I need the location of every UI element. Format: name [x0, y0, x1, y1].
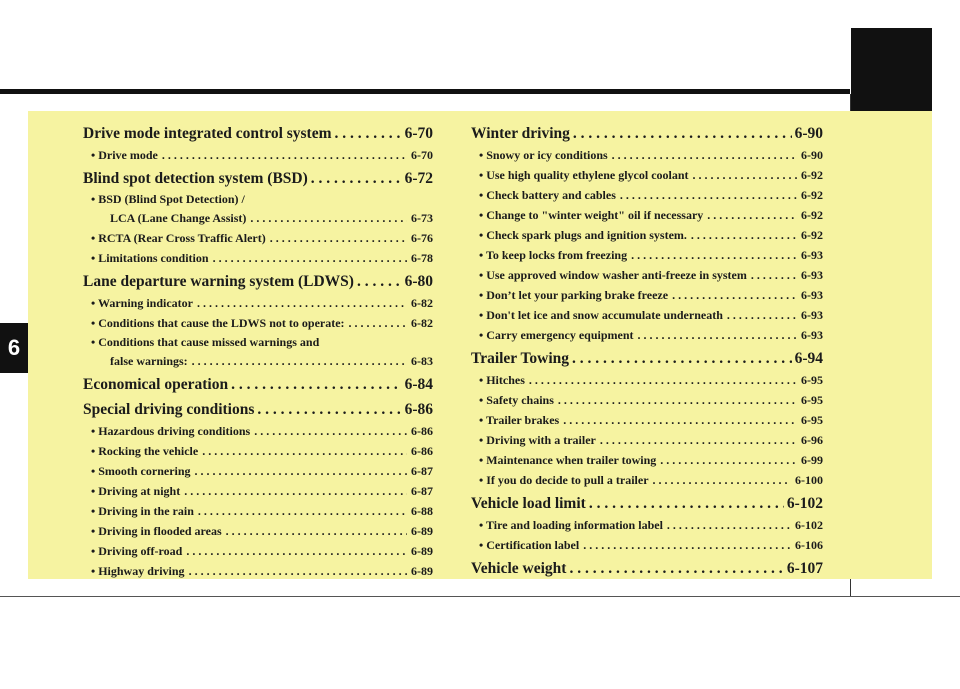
dot-leader: [195, 461, 407, 481]
dot-leader: [357, 271, 402, 293]
toc-title: • Smooth cornering: [91, 464, 191, 478]
dot-leader: [563, 410, 797, 430]
toc-page-number: 6-82: [411, 296, 433, 310]
toc-title: • If you do decide to pull a trailer: [479, 473, 649, 487]
dot-leader: [631, 245, 797, 265]
toc-subentry[interactable]: [471, 370, 823, 390]
toc-title: • Maintenance when trailer towing: [479, 453, 657, 467]
toc-page-number: 6-102: [795, 518, 823, 532]
toc-subentry[interactable]: [471, 305, 823, 325]
toc-title: Special driving conditions: [83, 401, 255, 418]
toc-subentry[interactable]: [471, 165, 823, 185]
toc-title: Economical operation: [83, 376, 229, 393]
dot-leader: [672, 285, 797, 305]
toc-title: • Driving in flooded areas: [91, 524, 222, 538]
dot-leader: [558, 390, 797, 410]
dot-leader: [335, 123, 402, 145]
toc-subentry[interactable]: [83, 208, 433, 228]
dot-leader: [707, 205, 797, 225]
toc-subentry[interactable]: [83, 461, 433, 481]
toc-heading[interactable]: [83, 399, 433, 421]
toc-subentry[interactable]: [471, 225, 823, 245]
dot-leader: [202, 441, 407, 461]
toc-page-number: 6-93: [801, 328, 823, 342]
toc-page-number: 6-95: [801, 413, 823, 427]
toc-subentry[interactable]: [83, 501, 433, 521]
toc-title: Lane departure warning system (LDWS): [83, 273, 354, 290]
toc-subentry[interactable]: [83, 441, 433, 461]
dot-leader: [620, 185, 797, 205]
dot-leader: [270, 228, 407, 248]
toc-page-number: 6-87: [411, 464, 433, 478]
toc-page-number: 6-93: [801, 288, 823, 302]
toc-title: Trailer Towing: [471, 350, 570, 367]
dot-leader: [693, 165, 797, 185]
toc-page-number: 6-86: [411, 444, 433, 458]
dot-leader: [589, 493, 784, 515]
dot-leader: [572, 348, 792, 370]
toc-page-number: 6-90: [801, 148, 823, 162]
toc-page-number: 6-88: [411, 504, 433, 518]
toc-page-number: 6-70: [404, 125, 433, 142]
toc-subentry[interactable]: [471, 390, 823, 410]
dot-leader: [727, 305, 797, 325]
toc-page-number: 6-102: [786, 495, 823, 512]
top-rule: [0, 89, 850, 94]
toc-subentry[interactable]: [83, 228, 433, 248]
toc-page-number: 6-89: [411, 544, 433, 558]
toc-title: • Check spark plugs and ignition system.: [479, 228, 687, 242]
toc-subentry[interactable]: [83, 541, 433, 561]
toc-heading[interactable]: [83, 123, 433, 145]
dot-leader: [612, 145, 797, 165]
toc-page-number: 6-82: [411, 316, 433, 330]
toc-title: • Limitations condition: [91, 251, 209, 265]
dot-leader: [569, 558, 783, 580]
toc-page-number: 6-80: [404, 273, 433, 290]
toc-page-number: 6-93: [801, 308, 823, 322]
toc-subentry[interactable]: [471, 515, 823, 535]
toc-page-number: 6-96: [801, 433, 823, 447]
toc-title: • To keep locks from freezing: [479, 248, 628, 262]
dot-leader: [213, 248, 407, 268]
toc-entry-continued: • BSD (Blind Spot Detection) /: [91, 192, 245, 206]
toc-title: • Drive mode: [91, 148, 158, 162]
toc-heading[interactable]: [471, 348, 823, 370]
toc-page-number: 6-89: [411, 564, 433, 578]
dot-leader: [600, 430, 797, 450]
dot-leader: [198, 501, 407, 521]
toc-page-number: 6-86: [411, 424, 433, 438]
toc-page-number: 6-92: [801, 228, 823, 242]
toc-title: • Highway driving: [91, 564, 185, 578]
toc-title: false warnings:: [110, 354, 188, 368]
dot-leader: [311, 168, 402, 190]
toc-title: • Warning indicator: [91, 296, 193, 310]
dot-leader: [349, 313, 407, 333]
toc-title: Drive mode integrated control system: [83, 125, 332, 142]
toc-title: Winter driving: [471, 125, 570, 142]
toc-page-number: 6-83: [411, 354, 433, 368]
toc-subentry[interactable]: [471, 430, 823, 450]
corner-block: [851, 28, 932, 111]
toc-entry-continued: • Conditions that cause missed warnings and: [91, 335, 320, 349]
dot-leader: [751, 265, 797, 285]
toc-subentry[interactable]: [471, 245, 823, 265]
toc-title: • Tire and loading information label: [479, 518, 663, 532]
toc-title: • Don't let ice and snow accumulate underneath: [479, 308, 723, 322]
toc-title: • Use approved window washer anti-freeze in system: [479, 268, 747, 282]
toc-subentry[interactable]: [83, 351, 433, 371]
toc-title: LCA (Lane Change Assist): [110, 211, 247, 225]
dot-leader: [583, 535, 791, 555]
toc-subentry[interactable]: [83, 293, 433, 313]
dot-leader: [197, 293, 407, 313]
toc-title: Vehicle weight: [471, 560, 567, 577]
toc-heading[interactable]: [83, 374, 433, 396]
toc-title: • Hitches: [479, 373, 525, 387]
toc-left-column: [83, 123, 433, 581]
toc-page-number: 6-99: [801, 453, 823, 467]
toc-title: • Driving off-road: [91, 544, 183, 558]
dot-leader: [257, 399, 401, 421]
toc-page-number: 6-73: [411, 211, 433, 225]
toc-title: • Use high quality ethylene glycol coolant: [479, 168, 689, 182]
toc-title: • Rocking the vehicle: [91, 444, 199, 458]
toc-page-number: 6-94: [794, 350, 823, 367]
toc-subentry[interactable]: [83, 248, 433, 268]
toc-heading[interactable]: [83, 168, 433, 190]
toc-title: • Hazardous driving conditions: [91, 424, 251, 438]
toc-page-number: 6-70: [411, 148, 433, 162]
toc-subentry[interactable]: [83, 481, 433, 501]
toc-heading[interactable]: [471, 123, 823, 145]
toc-subentry[interactable]: [83, 145, 433, 165]
toc-title: • Don’t let your parking brake freeze: [479, 288, 669, 302]
toc-subentry[interactable]: [471, 450, 823, 470]
toc-subentry[interactable]: [471, 470, 823, 490]
toc-subentry[interactable]: [83, 561, 433, 581]
toc-page-number: 6-86: [404, 401, 433, 418]
dot-leader: [529, 370, 797, 390]
toc-subentry[interactable]: [471, 535, 823, 555]
toc-page-number: 6-90: [794, 125, 823, 142]
toc-subentry[interactable]: [471, 205, 823, 225]
chapter-number: 6: [7, 335, 21, 360]
toc-title: • Carry emergency equipment: [479, 328, 634, 342]
toc-subentry[interactable]: [471, 185, 823, 205]
toc-page-number: 6-107: [786, 560, 823, 577]
dot-leader: [231, 374, 401, 396]
toc-title: Vehicle load limit: [471, 495, 586, 512]
dot-leader: [653, 470, 791, 490]
toc-title: Blind spot detection system (BSD): [83, 170, 308, 187]
toc-heading[interactable]: [471, 558, 823, 580]
dot-leader: [189, 561, 407, 581]
toc-title: • Safety chains: [479, 393, 554, 407]
toc-page-number: 6-92: [801, 188, 823, 202]
dot-leader: [573, 123, 792, 145]
toc-title: • Check battery and cables: [479, 188, 616, 202]
toc-page-number: 6-93: [801, 268, 823, 282]
toc-page-number: 6-106: [795, 538, 823, 552]
toc-page-number: 6-100: [795, 473, 823, 487]
dot-leader: [638, 325, 798, 345]
toc-right-column: [471, 123, 823, 580]
toc-page-number: 6-87: [411, 484, 433, 498]
toc-page-number: 6-76: [411, 231, 433, 245]
dot-leader: [250, 208, 407, 228]
toc-subentry[interactable]: [83, 521, 433, 541]
toc-title: • Driving at night: [91, 484, 181, 498]
toc-heading[interactable]: [83, 271, 433, 293]
dot-leader: [254, 421, 407, 441]
toc-subentry[interactable]: [471, 410, 823, 430]
toc-subentry[interactable]: [471, 265, 823, 285]
toc-page-number: 6-93: [801, 248, 823, 262]
dot-leader: [186, 541, 407, 561]
toc-title: • Driving in the rain: [91, 504, 194, 518]
dot-leader: [691, 225, 797, 245]
bottom-rule: [0, 596, 960, 597]
toc-subentry[interactable]: [83, 421, 433, 441]
dot-leader: [226, 521, 407, 541]
toc-page-number: 6-84: [404, 376, 433, 393]
toc-page-number: 6-72: [404, 170, 433, 187]
dot-leader: [192, 351, 407, 371]
toc-heading[interactable]: [471, 493, 823, 515]
toc-page-number: 6-92: [801, 208, 823, 222]
toc-title: • Snowy or icy conditions: [479, 148, 608, 162]
dot-leader: [667, 515, 791, 535]
toc-subentry[interactable]: [83, 313, 433, 333]
toc-subentry[interactable]: [471, 145, 823, 165]
toc-subentry[interactable]: [471, 325, 823, 345]
toc-page-number: 6-95: [801, 393, 823, 407]
dot-leader: [184, 481, 407, 501]
toc-title: • Certification label: [479, 538, 580, 552]
dot-leader: [660, 450, 797, 470]
toc-subentry[interactable]: [471, 285, 823, 305]
toc-page-number: 6-95: [801, 373, 823, 387]
toc-page-number: 6-89: [411, 524, 433, 538]
toc-page-number: 6-92: [801, 168, 823, 182]
toc-title: • RCTA (Rear Cross Traffic Alert): [91, 231, 266, 245]
dot-leader: [162, 145, 407, 165]
toc-title: • Driving with a trailer: [479, 433, 596, 447]
chapter-tab: [0, 323, 28, 373]
toc-title: • Trailer brakes: [479, 413, 560, 427]
toc-title: • Conditions that cause the LDWS not to operate:: [91, 316, 345, 330]
toc-page-number: 6-78: [411, 251, 433, 265]
toc-title: • Change to "winter weight" oil if necessary: [479, 208, 704, 222]
